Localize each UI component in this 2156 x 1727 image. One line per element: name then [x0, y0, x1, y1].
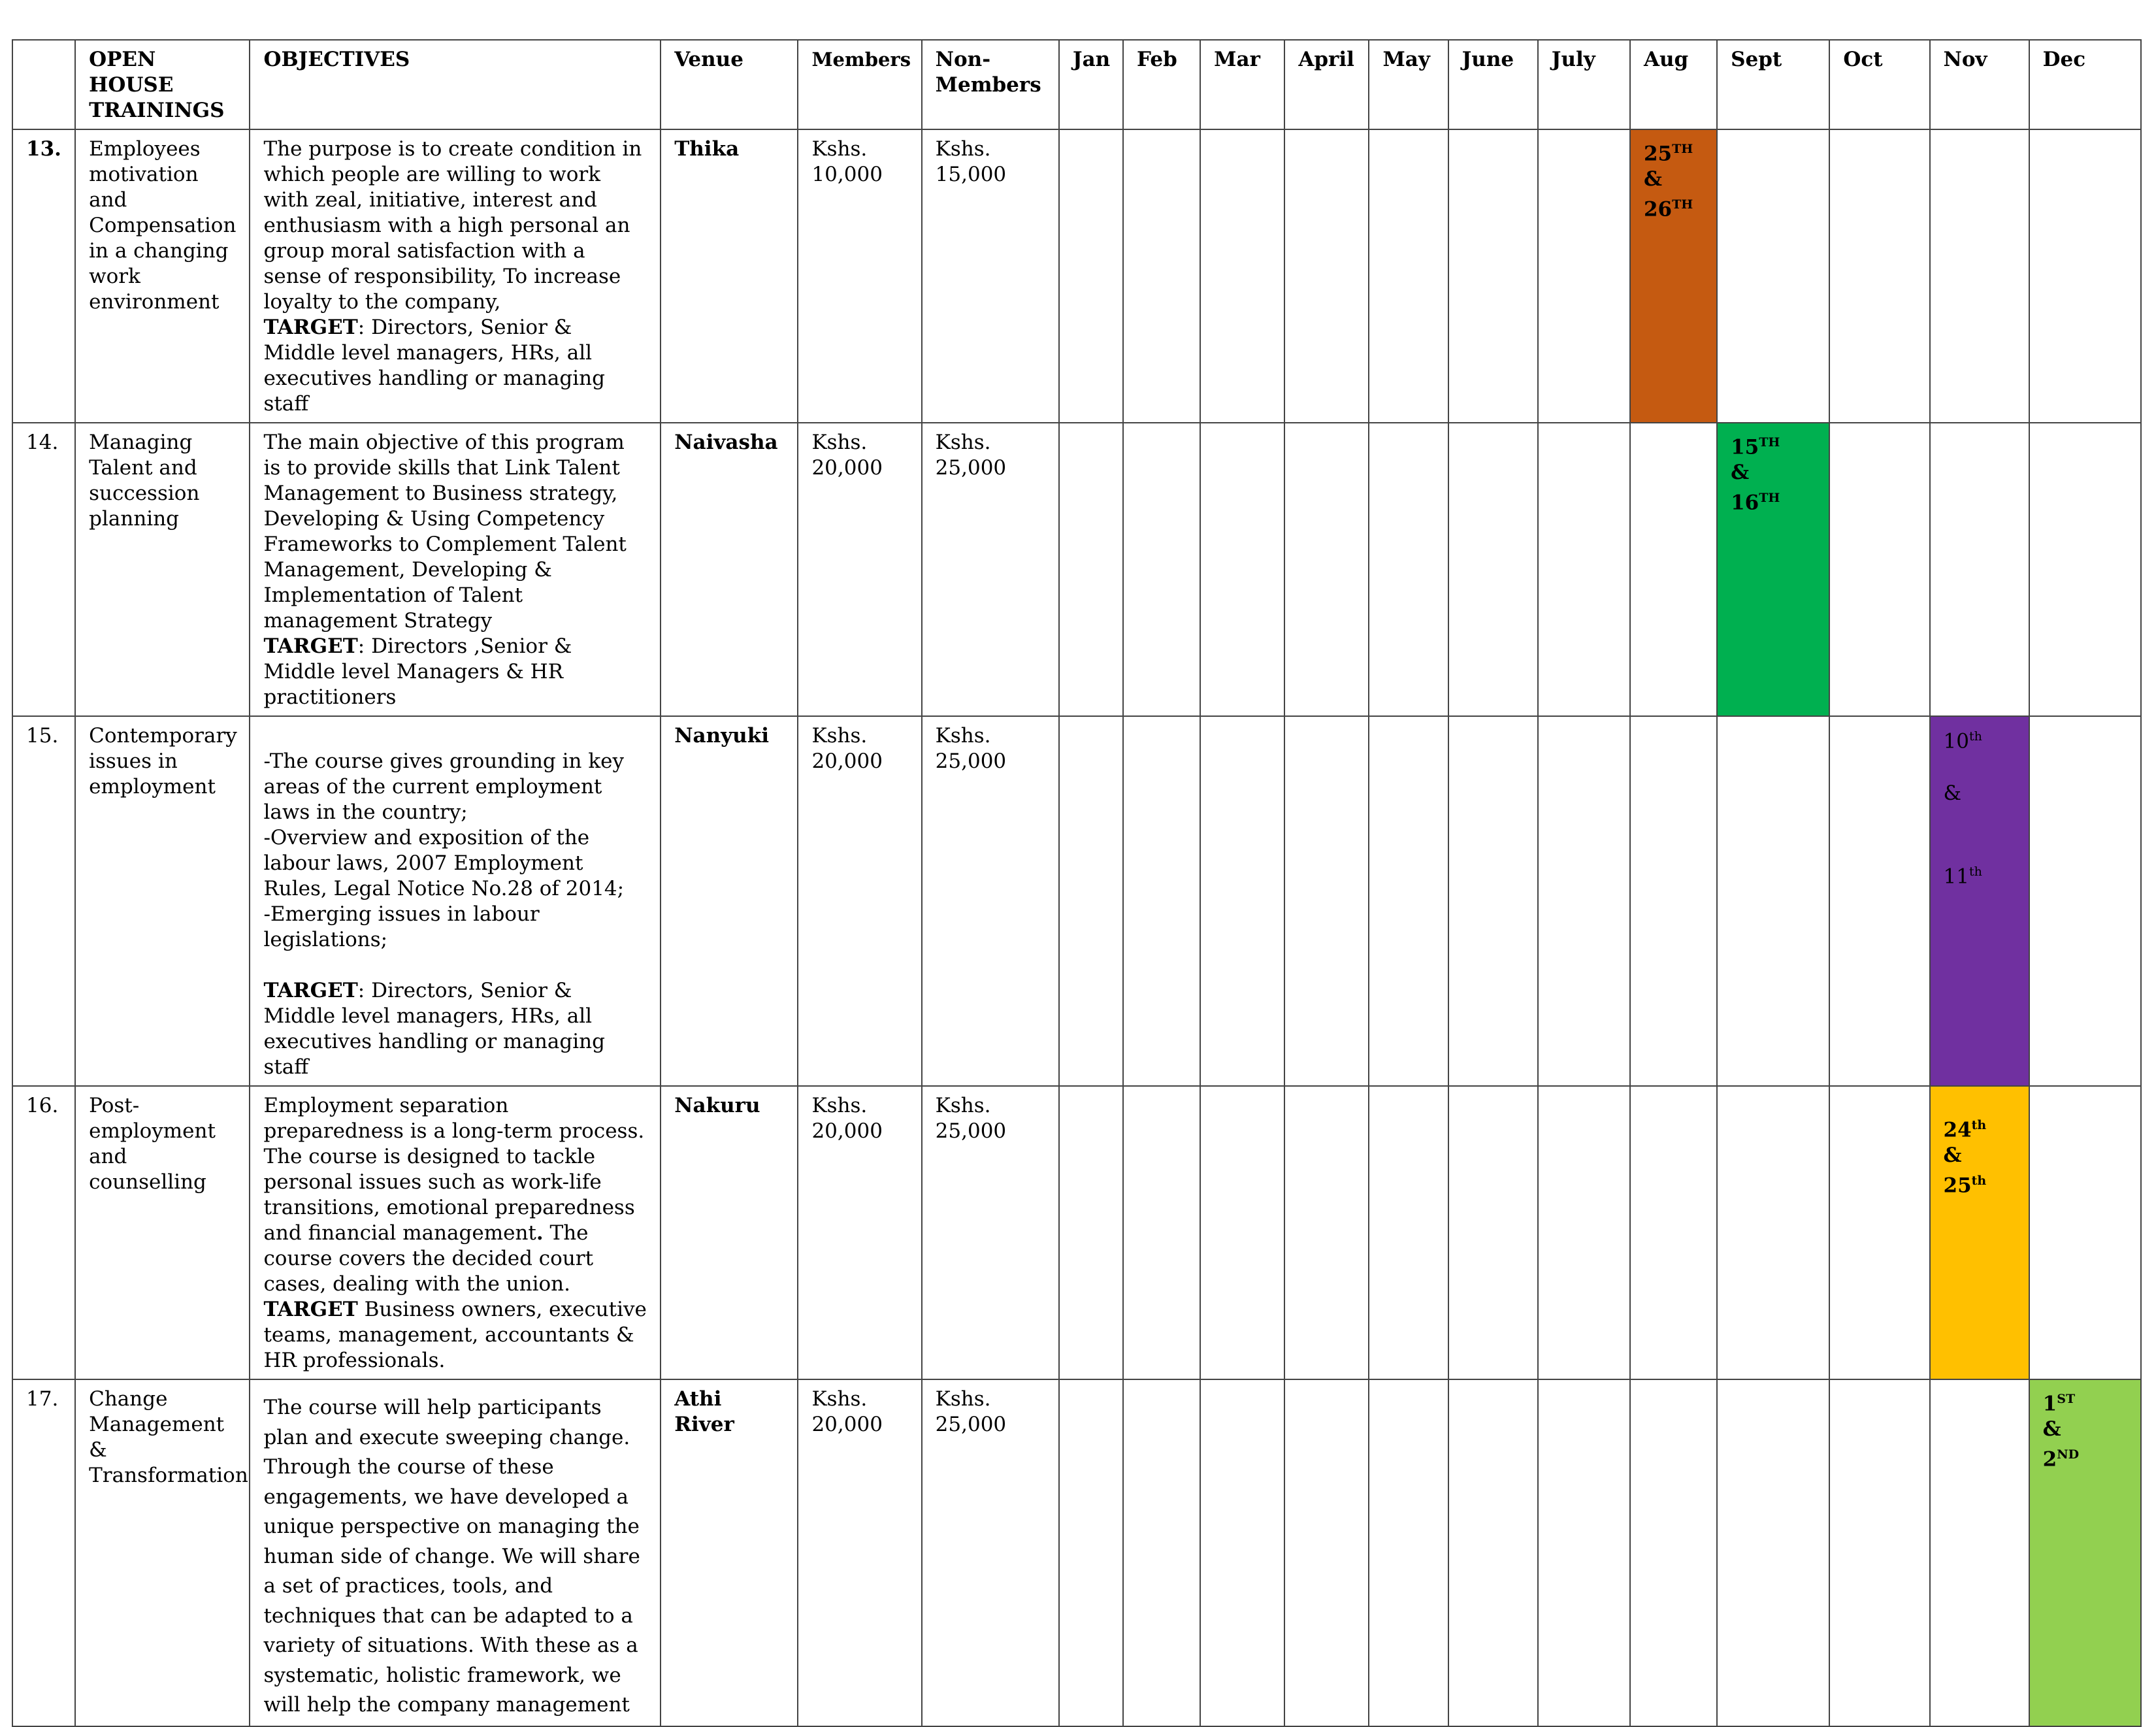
objective-line: -The course gives grounding in key areas of the current employment laws in the country; — [263, 749, 625, 824]
venue: Nanyuki — [661, 716, 798, 1086]
date-start-suffix: th — [1968, 729, 1982, 744]
objective-body: The main objective of this program is to provide skills that Link Talent Management to Business strategy, Developing & Using Competency Frameworks to Complement Talent Management, Developing & Implementation of Talent management Strategy — [263, 431, 627, 633]
month-cell-mar — [1200, 1086, 1284, 1379]
header-month-sept: Sept — [1717, 40, 1829, 129]
month-cell-sept — [1717, 716, 1829, 1086]
month-cell-may — [1369, 1086, 1448, 1379]
month-cell-july — [1538, 129, 1630, 423]
month-cell-april — [1284, 423, 1369, 716]
row-number: 15. — [12, 716, 75, 1086]
month-cell-may — [1369, 1379, 1448, 1726]
header-month-aug: Aug — [1630, 40, 1717, 129]
date-start: 25 — [1643, 142, 1673, 166]
scheduled-date-cell — [2029, 1379, 2141, 1726]
month-cell-dec — [2029, 423, 2141, 716]
row-number: 13. — [12, 129, 75, 423]
header-month-dec: Dec — [2029, 40, 2141, 129]
date-ampersand: & — [1731, 461, 1750, 485]
objective-text — [250, 423, 661, 716]
header-non-members: Non-Members — [922, 40, 1059, 129]
date-end-suffix: TH — [1759, 491, 1780, 506]
objective-body: The purpose is to create condition in which people are willing to work with zeal, initiative, interest and enthusiasm with a high personal an group moral satisfaction with a sense of responsibility, To increase loyalty to the company, — [263, 137, 642, 314]
non-member-fee: Kshs. 25,000 — [922, 423, 1059, 716]
target-label: TARGET — [263, 634, 358, 658]
date-ampersand: & — [2042, 1417, 2061, 1441]
month-cell-april — [1284, 716, 1369, 1086]
member-fee: Kshs. 20,000 — [798, 716, 921, 1086]
month-cell-may — [1369, 423, 1448, 716]
non-member-fee: Kshs. 25,000 — [922, 1379, 1059, 1726]
header-month-april: April — [1284, 40, 1369, 129]
date-end: 26 — [1643, 197, 1673, 222]
date-ampersand: & — [1943, 781, 1962, 806]
month-cell-april — [1284, 1379, 1369, 1726]
objective-body-continued: The course covers the decided court cases, dealing with the union. — [263, 1221, 594, 1296]
non-member-fee: Kshs. 25,000 — [922, 1086, 1059, 1379]
training-name: Change Management & Transformation — [75, 1379, 250, 1726]
table-row — [12, 1086, 2141, 1379]
month-cell-feb — [1123, 1086, 1200, 1379]
objective-body: Employment separation preparedness is a long-term process. The course is designed to tackle personal issues such as work-life transitions, emotional preparedness and financial management — [263, 1094, 645, 1245]
date-start: 15 — [1731, 435, 1759, 459]
objective-text — [250, 1379, 661, 1726]
month-cell-dec — [2029, 716, 2141, 1086]
month-cell-mar — [1200, 423, 1284, 716]
objective-text — [250, 1086, 661, 1379]
non-member-fee: Kshs. 15,000 — [922, 129, 1059, 423]
date-end-suffix: th — [1968, 864, 1982, 880]
header-num — [12, 40, 75, 129]
month-cell-nov — [1930, 423, 2029, 716]
month-cell-june — [1448, 716, 1538, 1086]
month-cell-july — [1538, 716, 1630, 1086]
date-end: 25 — [1943, 1174, 1972, 1198]
venue: Naivasha — [661, 423, 798, 716]
row-number: 14. — [12, 423, 75, 716]
month-cell-oct — [1829, 129, 1929, 423]
month-cell-jan — [1059, 423, 1123, 716]
date-end: 16 — [1731, 491, 1759, 515]
header-month-oct: Oct — [1829, 40, 1929, 129]
date-start-suffix: ST — [2057, 1392, 2076, 1406]
date-end: 11 — [1943, 864, 1969, 889]
venue: Thika — [661, 129, 798, 423]
training-name: Employees motivation and Compensation in a changing work environment — [75, 129, 250, 423]
month-cell-nov — [1930, 129, 2029, 423]
month-cell-nov — [1930, 1379, 2029, 1726]
objective-period: . — [536, 1221, 544, 1245]
month-cell-feb — [1123, 1379, 1200, 1726]
month-cell-dec — [2029, 129, 2141, 423]
header-members: Members — [798, 40, 921, 129]
month-cell-aug — [1630, 423, 1717, 716]
month-cell-may — [1369, 129, 1448, 423]
non-member-fee: Kshs. 25,000 — [922, 716, 1059, 1086]
header-month-july: July — [1538, 40, 1630, 129]
month-cell-july — [1538, 423, 1630, 716]
member-fee: Kshs. 10,000 — [798, 129, 921, 423]
table-row — [12, 423, 2141, 716]
member-fee: Kshs. 20,000 — [798, 1086, 921, 1379]
month-cell-aug — [1630, 1086, 1717, 1379]
month-cell-july — [1538, 1379, 1630, 1726]
venue: Athi River — [661, 1379, 798, 1726]
target-label: TARGET — [263, 316, 358, 339]
training-schedule-table — [12, 39, 2142, 1727]
month-cell-jan — [1059, 1086, 1123, 1379]
month-cell-mar — [1200, 716, 1284, 1086]
scheduled-date-cell — [1717, 423, 1829, 716]
header-month-jan: Jan — [1059, 40, 1123, 129]
date-start: 1 — [2042, 1392, 2057, 1416]
month-cell-june — [1448, 423, 1538, 716]
header-month-may: May — [1369, 40, 1448, 129]
scheduled-date-cell — [1630, 129, 1717, 423]
header-row — [12, 40, 2141, 129]
month-cell-jan — [1059, 1379, 1123, 1726]
month-cell-oct — [1829, 716, 1929, 1086]
table-row — [12, 716, 2141, 1086]
month-cell-dec — [2029, 1086, 2141, 1379]
header-month-mar: Mar — [1200, 40, 1284, 129]
month-cell-feb — [1123, 423, 1200, 716]
target-label: TARGET — [263, 979, 358, 1002]
member-fee: Kshs. 20,000 — [798, 423, 921, 716]
month-cell-aug — [1630, 716, 1717, 1086]
month-cell-sept — [1717, 1086, 1829, 1379]
objective-line: -Overview and exposition of the labour laws, 2007 Employment Rules, Legal Notice No.28 of 2014; — [263, 826, 625, 900]
scheduled-date-cell — [1930, 716, 2029, 1086]
month-cell-aug — [1630, 1379, 1717, 1726]
month-cell-april — [1284, 129, 1369, 423]
header-month-nov: Nov — [1930, 40, 2029, 129]
date-end: 2 — [2042, 1447, 2057, 1472]
month-cell-oct — [1829, 423, 1929, 716]
month-cell-april — [1284, 1086, 1369, 1379]
month-cell-oct — [1829, 1086, 1929, 1379]
target-text: : Directors ,Senior & Middle level Managers & HR practitioners — [263, 634, 572, 709]
training-name: Contemporary issues in employment — [75, 716, 250, 1086]
target-text: : Directors, Senior & Middle level managers, HRs, all executives handling or managing staff — [263, 979, 605, 1079]
date-start-suffix: TH — [1672, 142, 1693, 156]
month-cell-july — [1538, 1086, 1630, 1379]
training-name: Managing Talent and succession planning — [75, 423, 250, 716]
month-cell-oct — [1829, 1379, 1929, 1726]
date-end-suffix: ND — [2057, 1447, 2080, 1462]
month-cell-june — [1448, 1379, 1538, 1726]
training-name: Post-employment and counselling — [75, 1086, 250, 1379]
date-start: 24 — [1943, 1118, 1972, 1142]
date-end-suffix: th — [1971, 1174, 1987, 1189]
header-month-june: June — [1448, 40, 1538, 129]
objective-line: -Emerging issues in labour legislations; — [263, 902, 540, 951]
target-text: : Directors, Senior & Middle level managers, HRs, all executives handling or managing staff — [263, 316, 605, 416]
month-cell-june — [1448, 129, 1538, 423]
objective-body: The course will help participants plan and execute sweeping change. Through the course of these engagements, we have developed a unique perspective on managing the human side of change. We will share a set of practices, tools, and techniques that can be adapted to a variety of situations. With these as a systematic, holistic framework, we will help the company management — [263, 1396, 640, 1717]
table-row — [12, 1379, 2141, 1726]
header-training: OPEN HOUSE TRAININGS — [75, 40, 250, 129]
objective-text — [250, 129, 661, 423]
month-cell-mar — [1200, 129, 1284, 423]
month-cell-may — [1369, 716, 1448, 1086]
month-cell-mar — [1200, 1379, 1284, 1726]
venue: Nakuru — [661, 1086, 798, 1379]
header-venue: Venue — [661, 40, 798, 129]
target-text: Business owners, executive teams, management, accountants & HR professionals. — [263, 1298, 647, 1372]
scheduled-date-cell — [1930, 1086, 2029, 1379]
month-cell-june — [1448, 1086, 1538, 1379]
date-start-suffix: th — [1971, 1118, 1987, 1132]
month-cell-sept — [1717, 129, 1829, 423]
table-row — [12, 129, 2141, 423]
date-end-suffix: TH — [1672, 197, 1693, 212]
month-cell-sept — [1717, 1379, 1829, 1726]
date-ampersand: & — [1943, 1143, 1962, 1168]
month-cell-feb — [1123, 716, 1200, 1086]
header-objectives: OBJECTIVES — [250, 40, 661, 129]
row-number: 16. — [12, 1086, 75, 1379]
month-cell-jan — [1059, 716, 1123, 1086]
member-fee: Kshs. 20,000 — [798, 1379, 921, 1726]
month-cell-jan — [1059, 129, 1123, 423]
date-start-suffix: TH — [1759, 435, 1780, 450]
date-start: 10 — [1943, 729, 1969, 753]
target-label: TARGET — [263, 1298, 358, 1321]
row-number: 17. — [12, 1379, 75, 1726]
month-cell-feb — [1123, 129, 1200, 423]
header-month-feb: Feb — [1123, 40, 1200, 129]
date-ampersand: & — [1643, 167, 1662, 191]
objective-text — [250, 716, 661, 1086]
